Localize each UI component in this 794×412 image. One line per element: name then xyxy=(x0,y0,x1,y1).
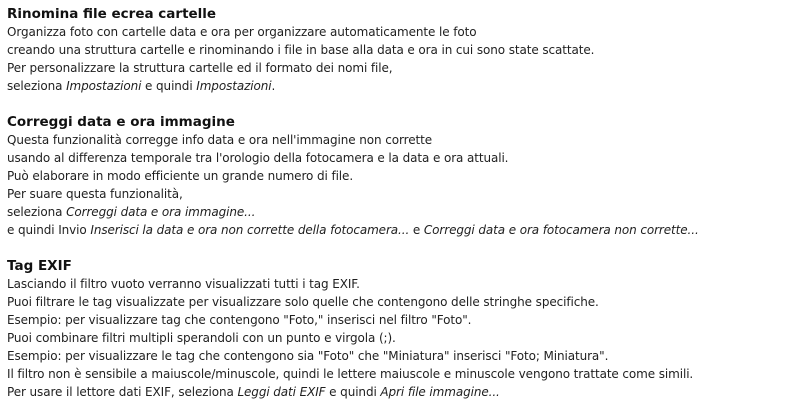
help-line: e quindi Invio Inserisci la data e ora non corrette della fotocamera... e Correggi data e ora fotocamera non corrette... xyxy=(7,223,699,237)
help-line: Puoi combinare filtri multipli sperandoli con un punto e virgola (;). xyxy=(7,331,396,345)
help-line: Il filtro non è sensibile a maiuscole/minuscole, quindi le lettere maiuscole e minuscole vengono trattate come simili. xyxy=(7,367,694,381)
help-section-rename xyxy=(7,5,791,95)
help-line: Lasciando il filtro vuoto verranno visualizzati tutti i tag EXIF. xyxy=(7,277,360,291)
menu-reference: Leggi dati EXIF xyxy=(237,385,326,399)
help-line: Può elaborare in modo efficiente un grande numero di file. xyxy=(7,169,354,183)
menu-reference: Correggi data e ora immagine... xyxy=(66,205,256,219)
section-heading: Rinomina file ecrea cartelle xyxy=(7,6,217,22)
menu-reference: Apri file immagine... xyxy=(380,385,500,399)
help-line: usando al differenza temporale tra l'orologio della fotocamera e la data e ora attuali. xyxy=(7,151,509,165)
help-line: seleziona Impostazioni e quindi Impostazioni. xyxy=(7,79,276,93)
help-line: seleziona Correggi data e ora immagine... xyxy=(7,205,256,219)
help-line: Per suare questa funzionalità, xyxy=(7,187,183,201)
section-heading: Correggi data e ora immagine xyxy=(7,114,235,130)
help-line: Esempio: per visualizzare le tag che contengono sia "Foto" che "Miniatura" inserisci "Foto; Miniatura". xyxy=(7,349,609,363)
help-line: Questa funzionalità corregge info data e ora nell'immagine non corrette xyxy=(7,133,432,147)
help-text-panel xyxy=(7,5,791,409)
menu-reference: Correggi data e ora fotocamera non corrette... xyxy=(423,223,699,237)
help-line: Esempio: per visualizzare tag che contengono "Foto," inserisci nel filtro "Foto". xyxy=(7,313,472,327)
help-section-exif xyxy=(7,257,791,401)
help-line: creando una struttura cartelle e rinominando i file in base alla data e ora in cui sono state scattate. xyxy=(7,43,595,57)
section-heading: Tag EXIF xyxy=(7,258,72,274)
menu-reference: Impostazioni xyxy=(66,79,142,93)
help-line: Organizza foto con cartelle data e ora per organizzare automaticamente le foto xyxy=(7,25,477,39)
help-line: Puoi filtrare le tag visualizzate per visualizzare solo quelle che contengono delle stringhe specifiche. xyxy=(7,295,599,309)
help-line: Per usare il lettore dati EXIF, seleziona Leggi dati EXIF e quindi Apri file immagine... xyxy=(7,385,500,399)
help-section-fix-datetime xyxy=(7,113,791,239)
menu-reference: Impostazioni xyxy=(196,79,272,93)
menu-reference: Inserisci la data e ora non corrette della fotocamera... xyxy=(90,223,410,237)
help-line: Per personalizzare la struttura cartelle ed il formato dei nomi file, xyxy=(7,61,393,75)
